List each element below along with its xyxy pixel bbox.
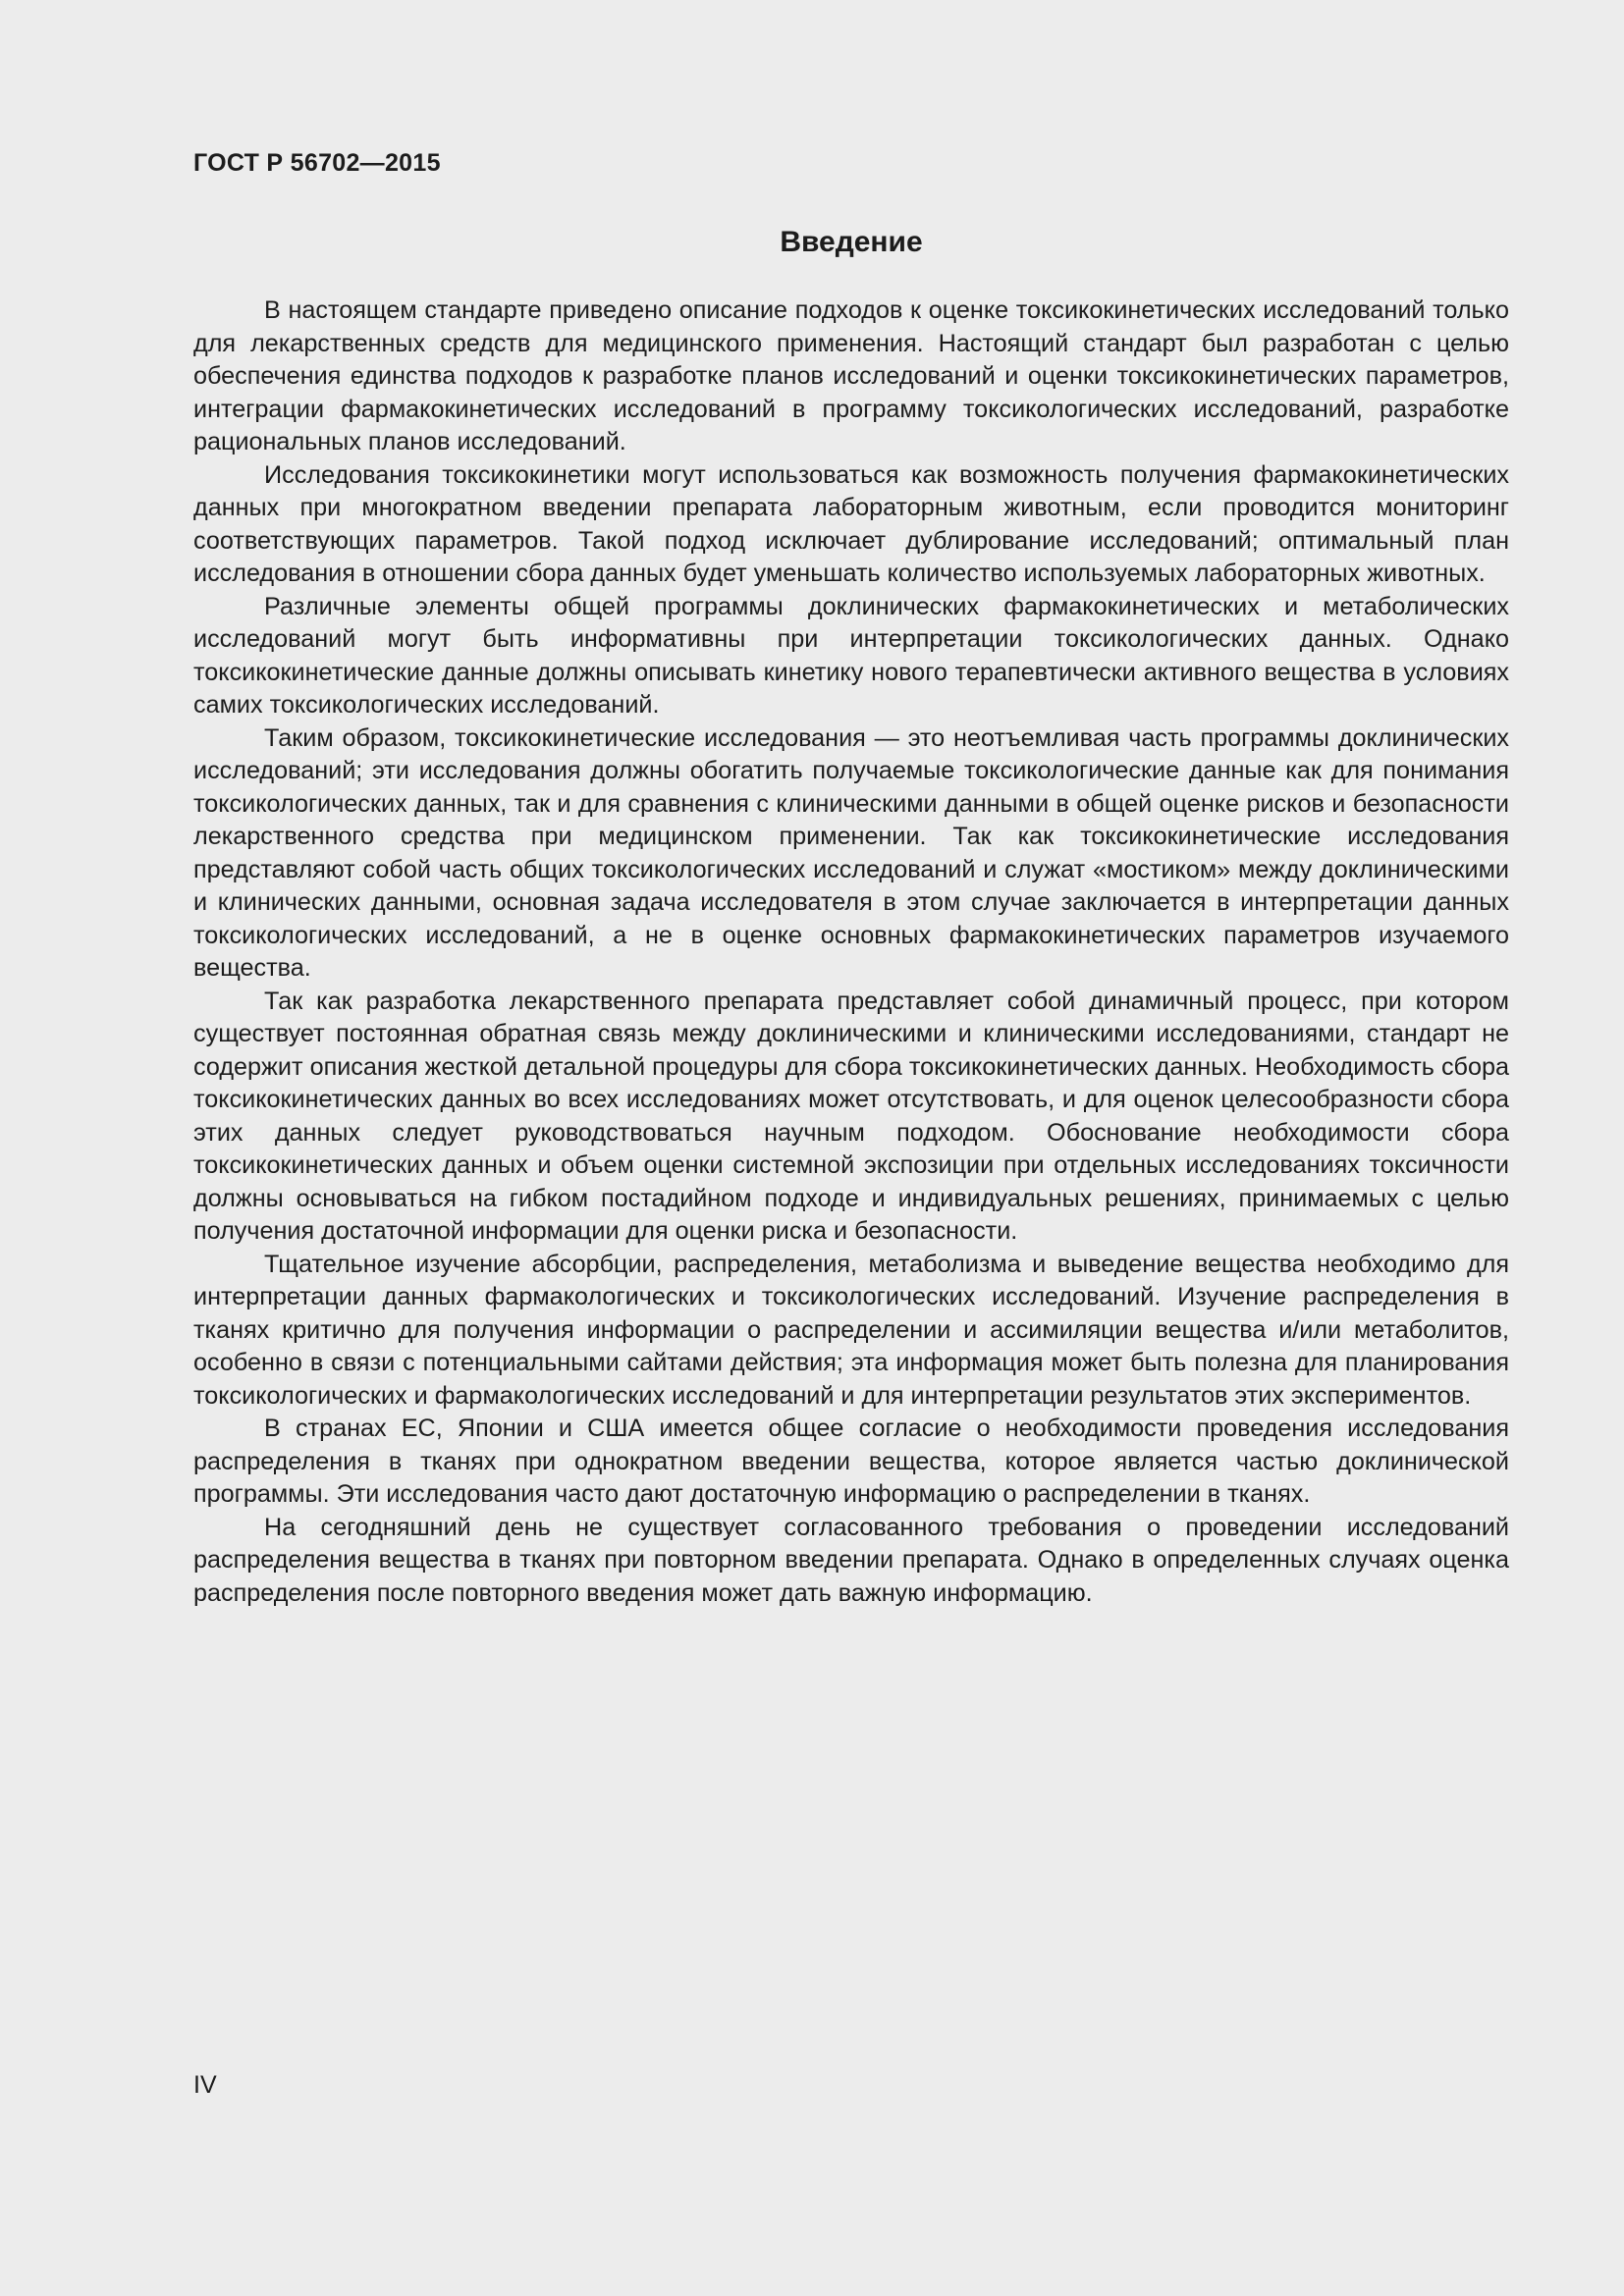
section-title: Введение [780, 226, 923, 258]
paragraph: Таким образом, токсикокинетические исследования — это неотъемливая часть программы доклинических исследований; эти исследования должны обогатить получаемые токсикологические данные как для понимания токсикологических данных, так и для сравнения с клиническими данными в общей оценке рисков и безопасности лекарственного средства при медицинском применении. Так как токсикокинетические исследования представляют собой часть общих токсикологических исследований и служат «мостиком» между доклиническими и клинических данными, основная задача исследователя в этом случае заключается в интерпретации данных токсикологических исследований, а не в оценке основных фармакокинетических параметров изучаемого вещества. [193, 723, 1509, 982]
paragraph: Различные элементы общей программы доклинических фармакокинетических и метаболических исследований могут быть информативны при интерпретации токсикологических данных. Однако токсикокинетические данные должны описывать кинетику нового терапевтически активного вещества в условиях самих токсикологических исследований. [193, 592, 1509, 719]
page-number: IV [193, 2071, 217, 2099]
paragraph: Тщательное изучение абсорбции, распределения, метаболизма и выведение вещества необходимо для интерпретации данных фармакологических и токсикологических исследований. Изучение распределения в тканях критично для получения информации о распределении и ассимиляции вещества и/или метаболитов, особенно в связи с потенциальными сайтами действия; эта информация может быть полезна для планирования токсикологических и фармакологических исследований и для интерпретации результатов этих экспериментов. [193, 1250, 1509, 1410]
paragraph: В настоящем стандарте приведено описание подходов к оценке токсикокинетических исследований только для лекарственных средств для медицинского применения. Настоящий стандарт был разработан с целью обеспечения единства подходов к разработке планов исследований и оценки токсикокинетических параметров, интеграции фармакокинетических исследований в программу токсикологических исследований, разработке рациональных планов исследований. [193, 296, 1509, 455]
paragraph: Исследования токсикокинетики могут использоваться как возможность получения фармакокинетических данных при многократном введении препарата лабораторным животным, если проводится мониторинг соответствующих параметров. Такой подход исключает дублирование исследований; оптимальный план исследования в отношении сбора данных будет уменьшать количество используемых лабораторных животных. [193, 460, 1509, 587]
paragraph: Так как разработка лекарственного препарата представляет собой динамичный процесс, при котором существует постоянная обратная связь между доклиническими и клиническими исследованиями, стандарт не содержит описания жесткой детальной процедуры для сбора токсикокинетических данных. Необходимость сбора токсикокинетических данных во всех исследованиях может отсутствовать, и для оценок целесообразности сбора этих данных следует руководствоваться научным подходом. Обоснование необходимости сбора токсикокинетических данных и объем оценки системной экспозиции при отдельных исследованиях токсичности должны основываться на гибком постадийном подходе и индивидуальных решениях, принимаемых с целью получения достаточной информации для оценки риска и безопасности. [193, 987, 1509, 1245]
section-body [193, 294, 1509, 1610]
paragraph: На сегодняшний день не существует согласованного требования о проведении исследований распределения вещества в тканях при повторном введении препарата. Однако в определенных случаях оценка распределения после повторного введения может дать важную информацию. [193, 1513, 1509, 1607]
standard-number: ГОСТ Р 56702—2015 [193, 149, 441, 177]
paragraph: В странах ЕС, Японии и США имеется общее согласие о необходимости проведения исследования распределения в тканях при однократном введении вещества, которое является частью доклинической программы. Эти исследования часто дают достаточную информацию о распределении в тканях. [193, 1415, 1509, 1508]
